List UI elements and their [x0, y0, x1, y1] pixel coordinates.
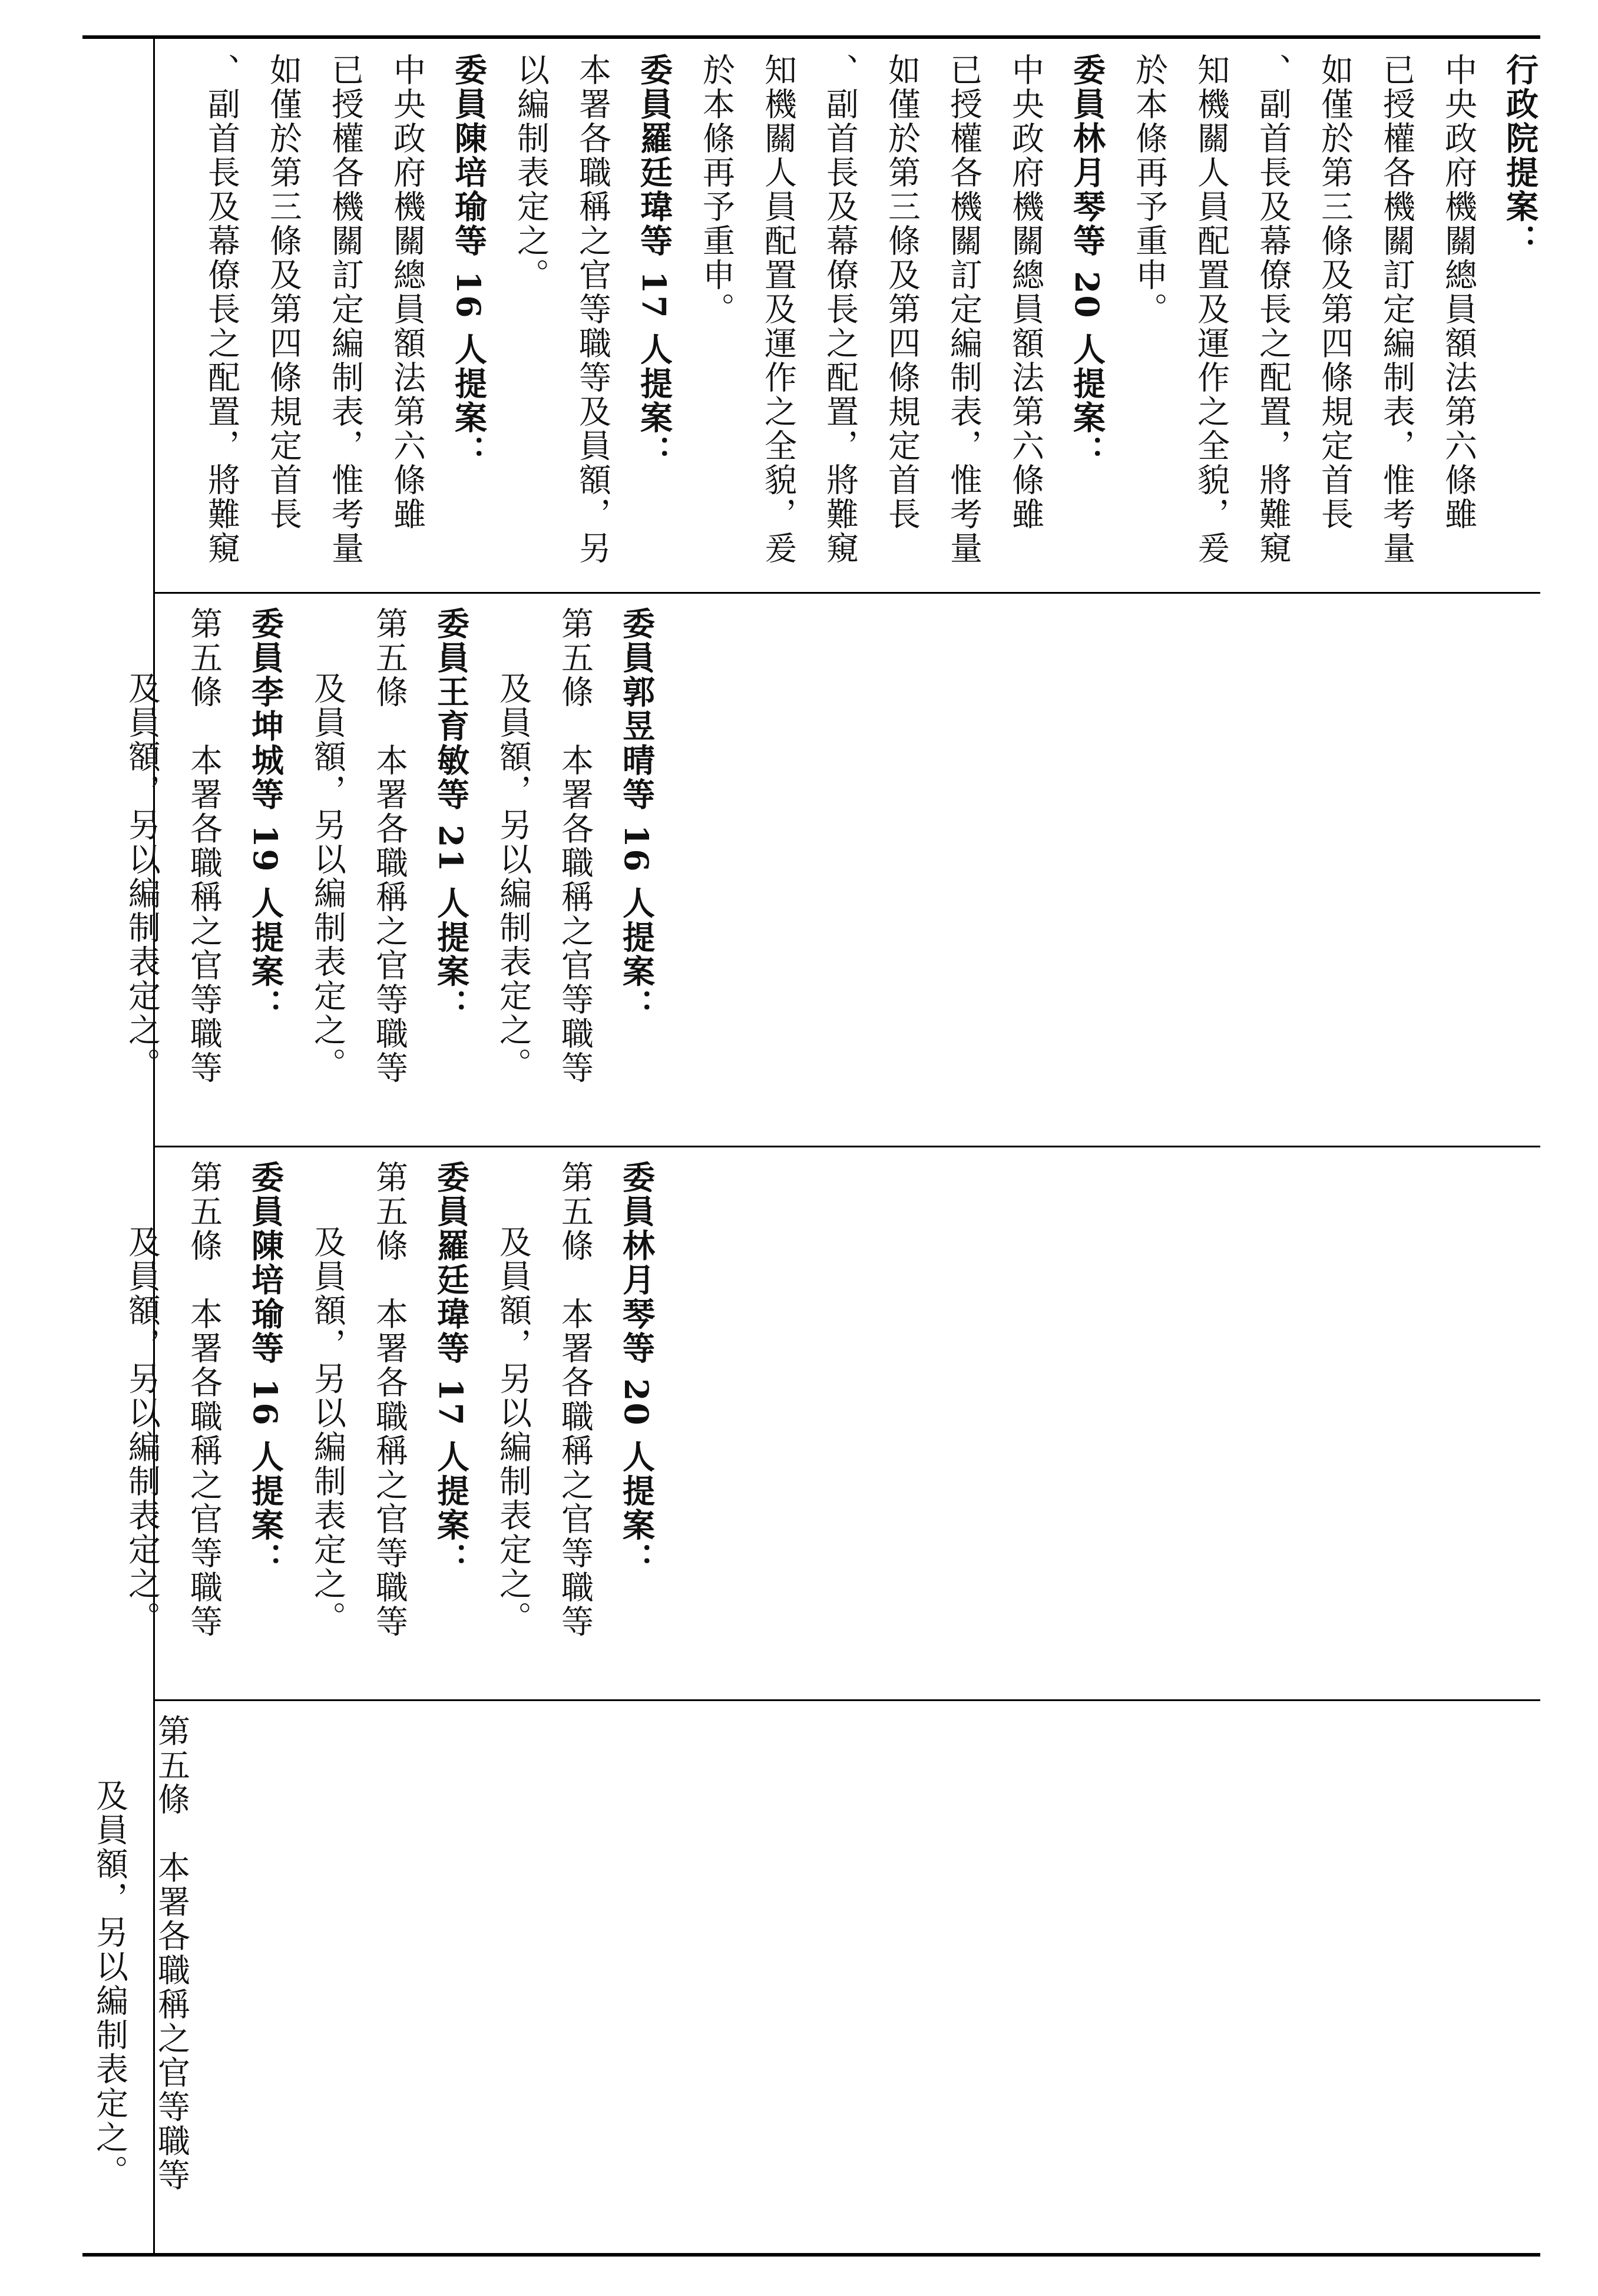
text-line: 第五條 本署各職稱之官等職等: [556, 607, 594, 1085]
column-divider-3: [153, 1699, 1540, 1701]
proposal-heading: 行政院提案：: [1501, 53, 1539, 258]
proposal-heading: 委員陳培瑜等 16 人提案：: [449, 53, 488, 469]
text-line: 第五條 本署各職稱之官等職等: [185, 607, 223, 1085]
column-3-text: [111, 1160, 667, 1690]
text-line: 於本條再予重申。: [1130, 53, 1168, 326]
column-1-text: [190, 53, 1551, 583]
text-line: 及員額，另以編制表定之。: [494, 1225, 532, 1635]
text-line: 如僅於第三條及第四條規定首長: [883, 53, 921, 531]
text-line: 知機關人員配置及運作之全貌，爰: [759, 53, 797, 565]
text-line: 第五條 本署各職稱之官等職等: [556, 1160, 594, 1639]
bottom-border: [82, 2253, 1540, 2257]
text-line: 、副首長及幕僚長之配置，將難窺: [1254, 53, 1292, 565]
text-line: 如僅於第三條及第四條規定首長: [1316, 53, 1354, 531]
proposal-heading: 委員羅廷瑋等 17 人提案：: [432, 1160, 470, 1577]
column-2-text: [111, 607, 667, 1137]
text-line: 知機關人員配置及運作之全貌，爰: [1192, 53, 1230, 565]
text-line: 以編制表定之。: [512, 53, 550, 292]
text-line: 第五條 本署各職稱之官等職等: [153, 1714, 190, 2192]
text-line: 及員額，另以編制表定之。: [309, 1225, 346, 1635]
proposal-heading: 委員林月琴等 20 人提案：: [617, 1160, 656, 1577]
text-line: 第五條 本署各職稱之官等職等: [370, 1160, 408, 1639]
proposal-heading: 委員王育敏等 21 人提案：: [432, 607, 470, 1023]
text-line: 如僅於第三條及第四條規定首長: [264, 53, 302, 531]
column-4-text: [78, 1714, 202, 2244]
column-divider-1: [153, 592, 1540, 594]
text-line: 已授權各機關訂定編制表，惟考量: [1378, 53, 1415, 565]
text-line: 及員額，另以編制表定之。: [494, 671, 532, 1081]
proposal-heading: 委員羅廷瑋等 17 人提案：: [635, 53, 673, 469]
text-line: 於本條再予重申。: [697, 53, 735, 326]
text-line: 及員額，另以編制表定之。: [123, 671, 161, 1081]
column-divider-2: [153, 1146, 1540, 1147]
text-line: 中央政府機關總員額法第六條雖: [388, 53, 426, 531]
text-line: 已授權各機關訂定編制表，惟考量: [945, 53, 982, 565]
text-line: 第五條 本署各職稱之官等職等: [185, 1160, 223, 1639]
text-line: 已授權各機關訂定編制表，惟考量: [326, 53, 364, 565]
text-line: 中央政府機關總員額法第六條雖: [1440, 53, 1477, 531]
text-line: 本署各職稱之官等職等及員額，另: [574, 53, 611, 565]
text-line: 中央政府機關總員額法第六條雖: [1007, 53, 1044, 531]
text-line: 及員額，另以編制表定之。: [309, 671, 346, 1081]
proposal-heading: 委員陳培瑜等 16 人提案：: [246, 1160, 284, 1577]
proposal-heading: 委員林月琴等 20 人提案：: [1068, 53, 1106, 469]
proposal-heading: 委員郭昱晴等 16 人提案：: [617, 607, 656, 1023]
proposal-heading: 委員李坤城等 19 人提案：: [246, 607, 284, 1023]
text-line: 第五條 本署各職稱之官等職等: [370, 607, 408, 1085]
text-line: 及員額，另以編制表定之。: [123, 1225, 161, 1635]
text-line: 及員額，另以編制表定之。: [91, 1779, 128, 2189]
text-line: 、副首長及幕僚長之配置，將難窺: [821, 53, 859, 565]
text-line: 、副首長及幕僚長之配置，將難窺: [203, 53, 240, 565]
top-border: [82, 35, 1540, 39]
